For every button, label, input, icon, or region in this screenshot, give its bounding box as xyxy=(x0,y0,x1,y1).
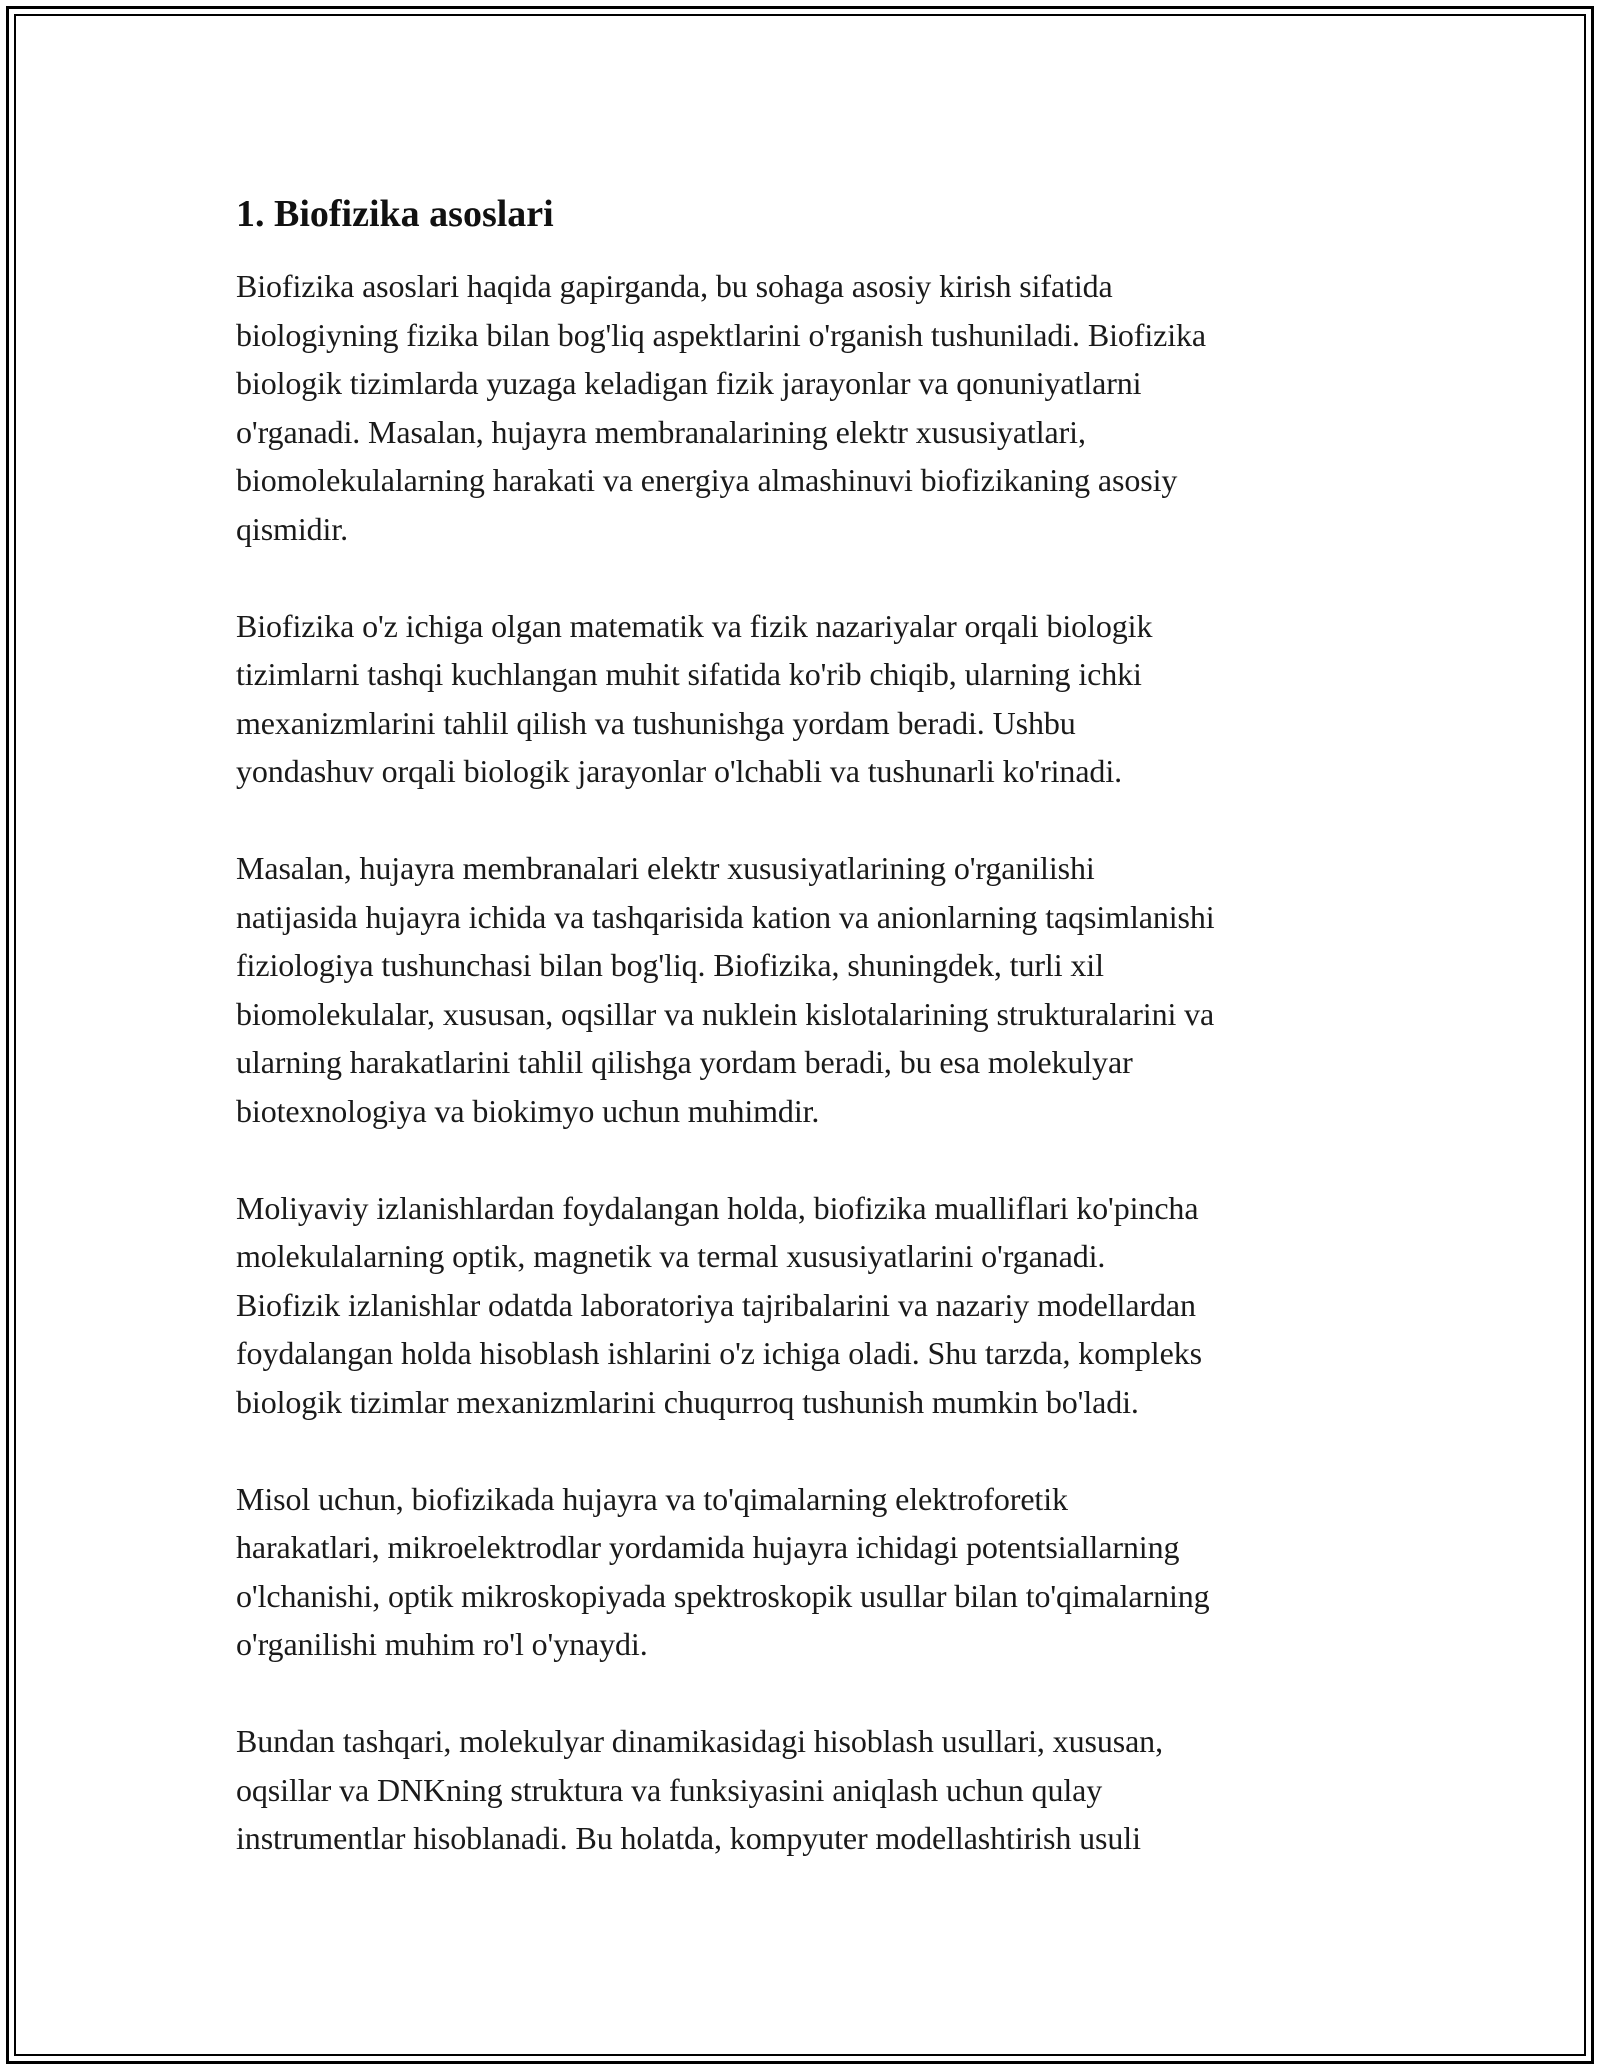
paragraph-6: Bundan tashqari, molekulyar dinamikasidagi hisoblash usullari, xususan, oqsillar va DNKning struktura va funksiyasini aniqlash uchun qulay instrumentlar hisoblanadi. Bu holatda, kompyuter modellashtirish usuli xyxy=(236,1723,1163,1856)
paragraph-4: Moliyaviy izlanishlardan foydalangan holda, biofizika mualliflari ko'pincha molekulalarning optik, magnetik va termal xususiyatlarini o'rganadi. Biofizik izlanishlar odatda laboratoriya tajribalarini va nazariy modellardan foydalangan holda hisoblash ishlarini o'z ichiga oladi. Shu tarzda, kompleks biologik tizimlar mexanizmlarini chuqurroq tushunish mumkin bo'ladi. xyxy=(236,1189,1202,1420)
section-heading: 1. Biofizika asoslari xyxy=(236,193,554,235)
paragraph-3: Masalan, hujayra membranalari elektr xususiyatlarining o'rganilishi natijasida hujayra ichida va tashqarisida kation va anionlarning taqsimlanishi fiziologiya tushunchasi bilan bog'liq. Biofizika, shuningdek, turli xil biomolekulalar, xususan, oqsillar va nuklein kislotalarining strukturalarini va ularning harakatlarini tahlil qilishga yordam beradi, bu esa molekulyar biotexnologiya va biokimyo uchun muhimdir. xyxy=(236,850,1215,1129)
paragraph-1: Biofizika asoslari haqida gapirganda, bu sohaga asosiy kirish sifatida biologiyning fizika bilan bog'liq aspektlarini o'rganish tushuniladi. Biofizika biologik tizimlarda yuzaga keladigan fizik jarayonlar va qonuniyatlarni o'rganadi. Masalan, hujayra membranalarining elektr xususiyatlari, biomolekulalarning harakati va energiya almashinuvi biofizikaning asosiy qismidir. xyxy=(236,268,1207,547)
document-body xyxy=(236,188,1396,1911)
paragraph-5: Misol uchun, biofizikada hujayra va to'qimalarning elektroforetik harakatlari, mikroelektrodlar yordamida hujayra ichidagi potentsiallarning o'lchanishi, optik mikroskopiyada spektroskopik usullar bilan to'qimalarning o'rganilishi muhim ro'l o'ynaydi. xyxy=(236,1480,1210,1662)
paragraph-2: Biofizika o'z ichiga olgan matematik va fizik nazariyalar orqali biologik tizimlarni tashqi kuchlangan muhit sifatida ko'rib chiqib, ularning ichki mexanizmlarini tahlil qilish va tushunishga yordam beradi. Ushbu yondashuv orqali biologik jarayonlar o'lchabli va tushunarli ko'rinadi. xyxy=(236,607,1153,789)
